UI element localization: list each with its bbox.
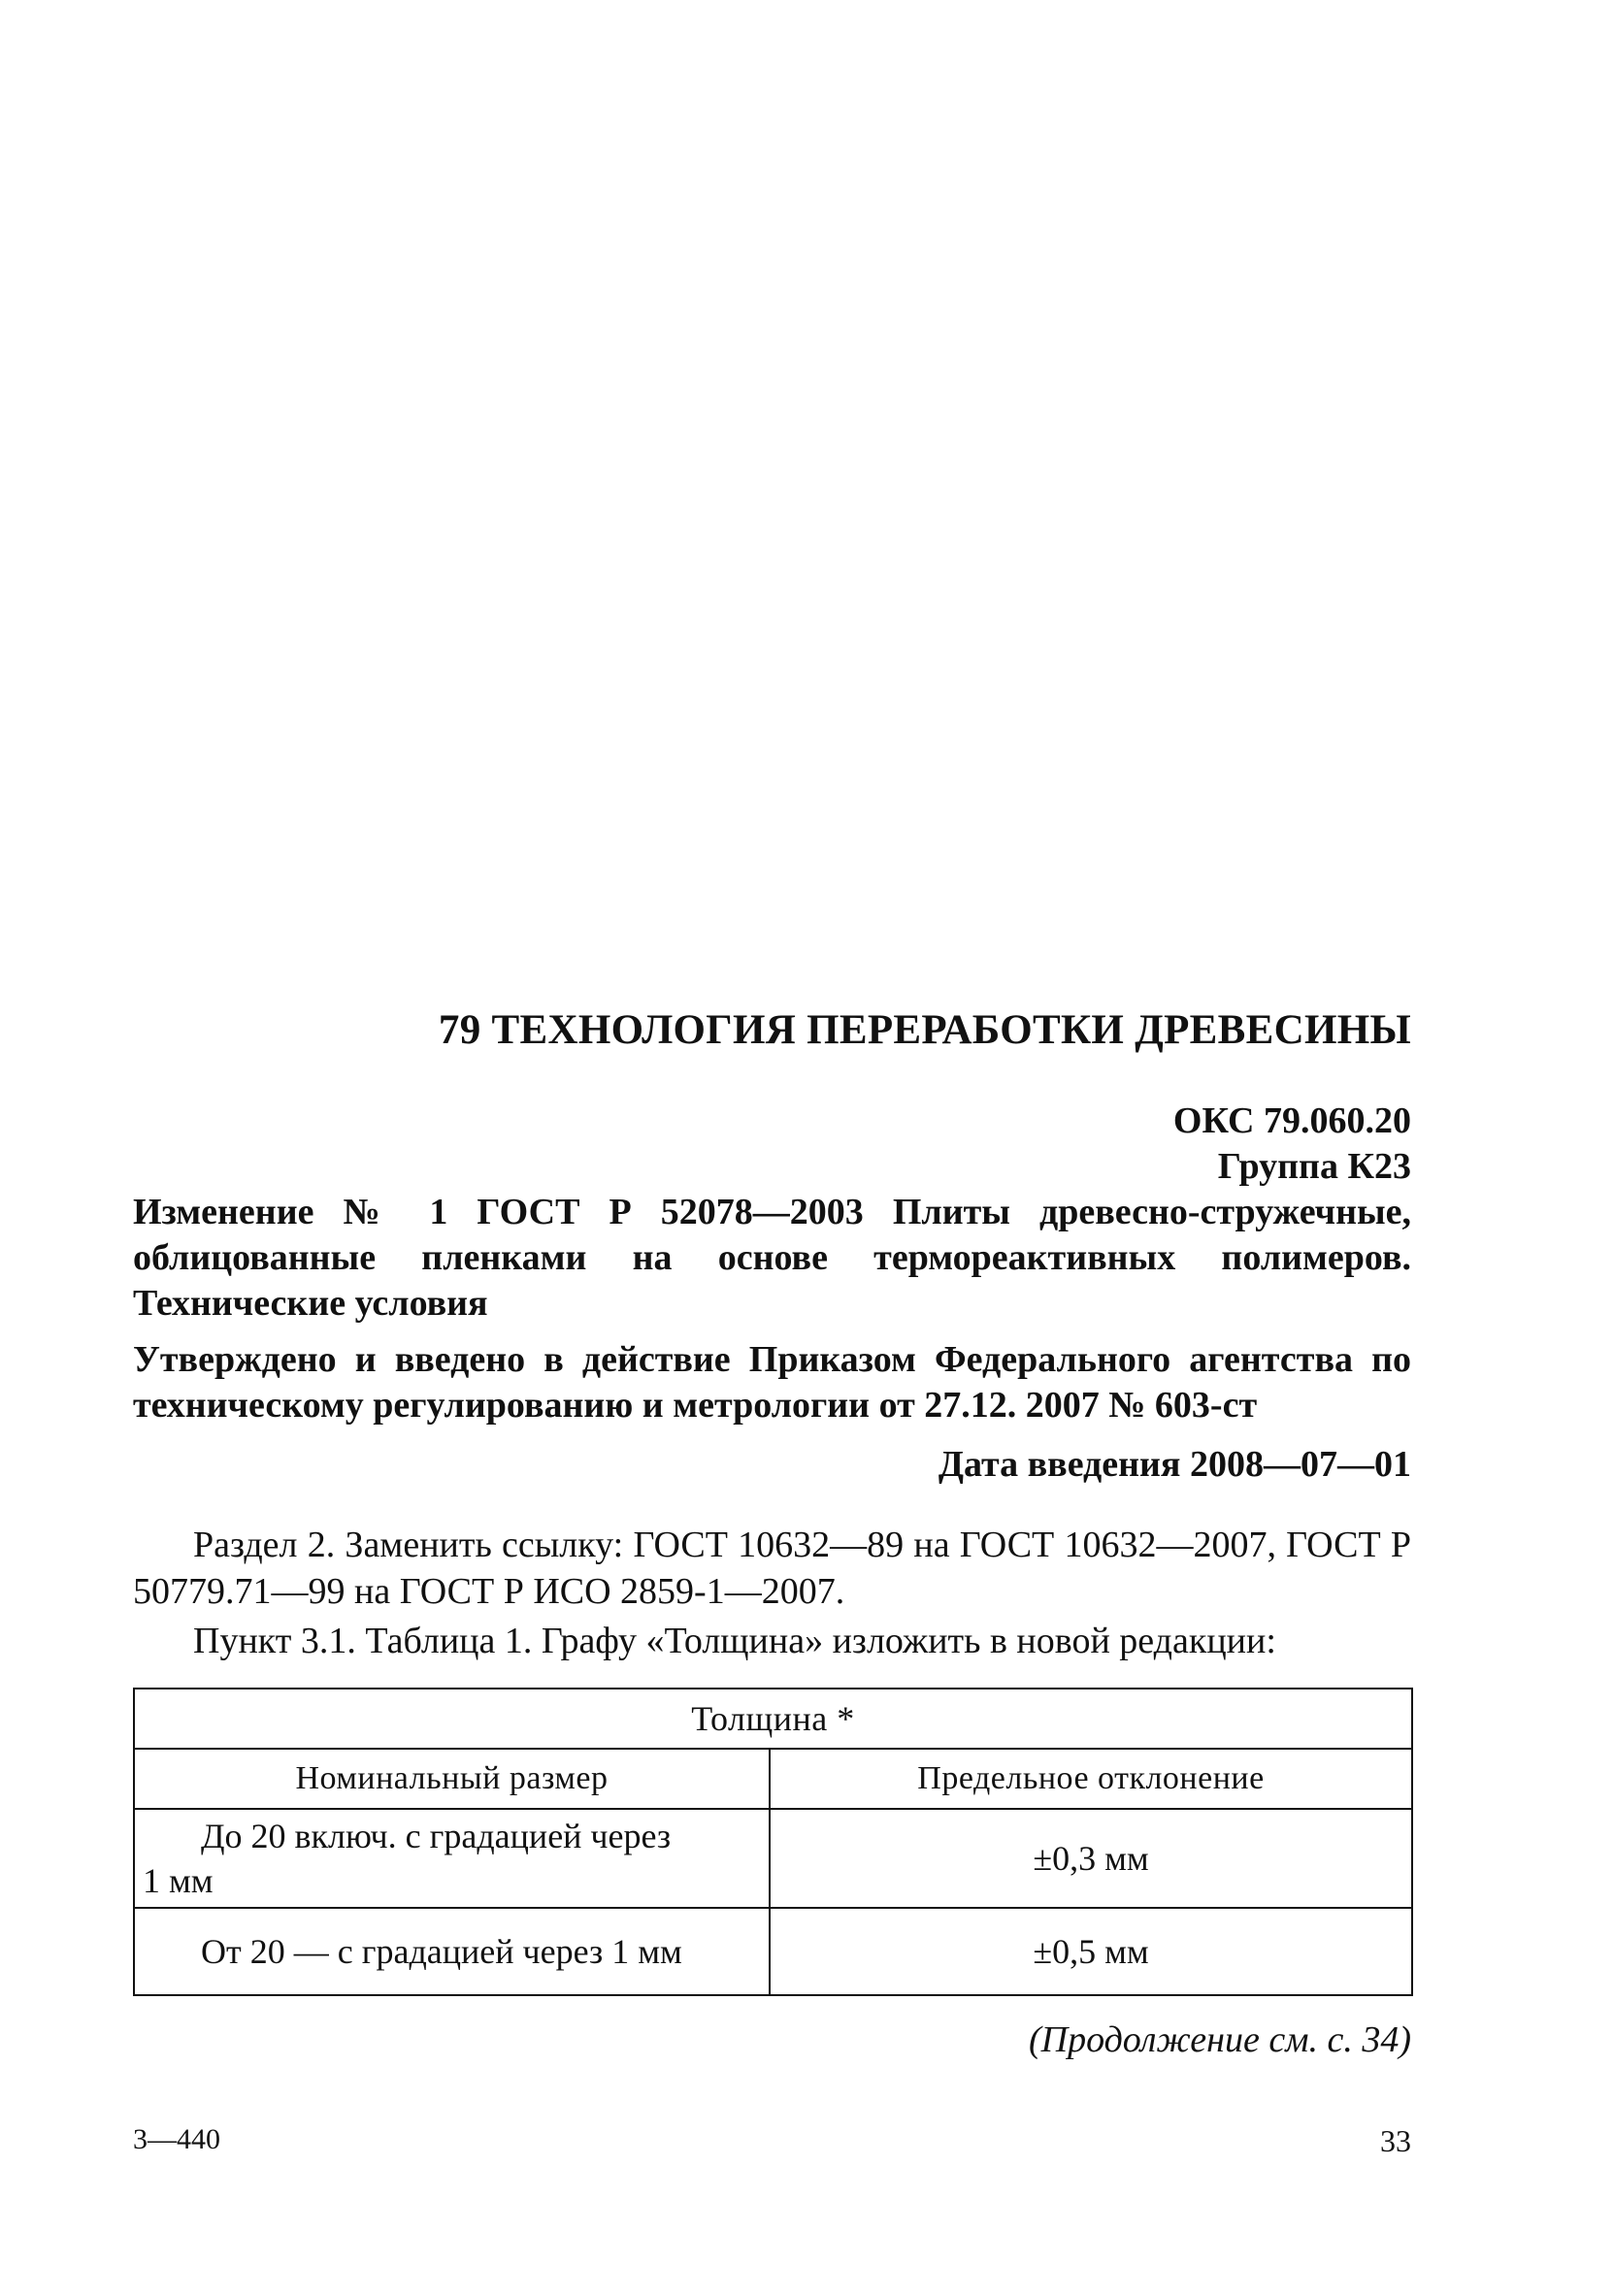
continuation-note: (Продолжение см. с. 34) <box>1028 2019 1411 2060</box>
section-title: 79 ТЕХНОЛОГИЯ ПЕРЕРАБОТКИ ДРЕВЕСИНЫ <box>438 1007 1411 1053</box>
column-header-deviation: Предельное отклонение <box>770 1749 1412 1809</box>
table-row <box>134 1809 1412 1908</box>
deviation-cell: ±0,3 мм <box>770 1809 1412 1908</box>
page-number: 33 <box>1380 2123 1411 2158</box>
table-header-thickness: Толщина * <box>134 1689 1412 1749</box>
column-header-nominal-size: Номинальный размер <box>134 1749 770 1809</box>
introduction-date: Дата введения 2008—07—01 <box>938 1444 1411 1485</box>
thickness-table <box>133 1688 1411 1996</box>
nominal-size-cell <box>134 1809 770 1908</box>
paragraph-section-2: Раздел 2. Заменить ссылку: ГОСТ 10632—89 на ГОСТ 10632—2007, ГОСТ Р 50779.71—99 на ГОСТ Р ИСО 2859-1—2007. <box>133 1525 1411 1612</box>
nominal-size-cell <box>134 1908 770 1995</box>
print-code: 3—440 <box>133 2123 220 2155</box>
change-title: Изменение № 1 ГОСТ Р 52078—2003 Плиты древесно-стружечные, облицованные пленками на основе термореактивных полимеров. Технические условия <box>133 1192 1411 1324</box>
paragraph-clause-3-1: Пункт 3.1. Таблица 1. Графу «Толщина» изложить в новой редакции: <box>193 1621 1276 1661</box>
nominal-size-line2: 1 мм <box>143 1861 214 1900</box>
nominal-size-line1: От 20 — с градацией через 1 мм <box>201 1932 682 1971</box>
nominal-size-line1: До 20 включ. с градацией через <box>201 1817 672 1855</box>
approval-statement: Утверждено и введено в действие Приказом Федерального агентства по техническому регулированию и метрологии от 27.12. 2007 № 603-ст <box>133 1339 1411 1426</box>
deviation-cell: ±0,5 мм <box>770 1908 1412 1995</box>
table-row <box>134 1908 1412 1995</box>
group-code: Группа К23 <box>1217 1146 1411 1187</box>
okc-code: ОКС 79.060.20 <box>1172 1100 1411 1141</box>
